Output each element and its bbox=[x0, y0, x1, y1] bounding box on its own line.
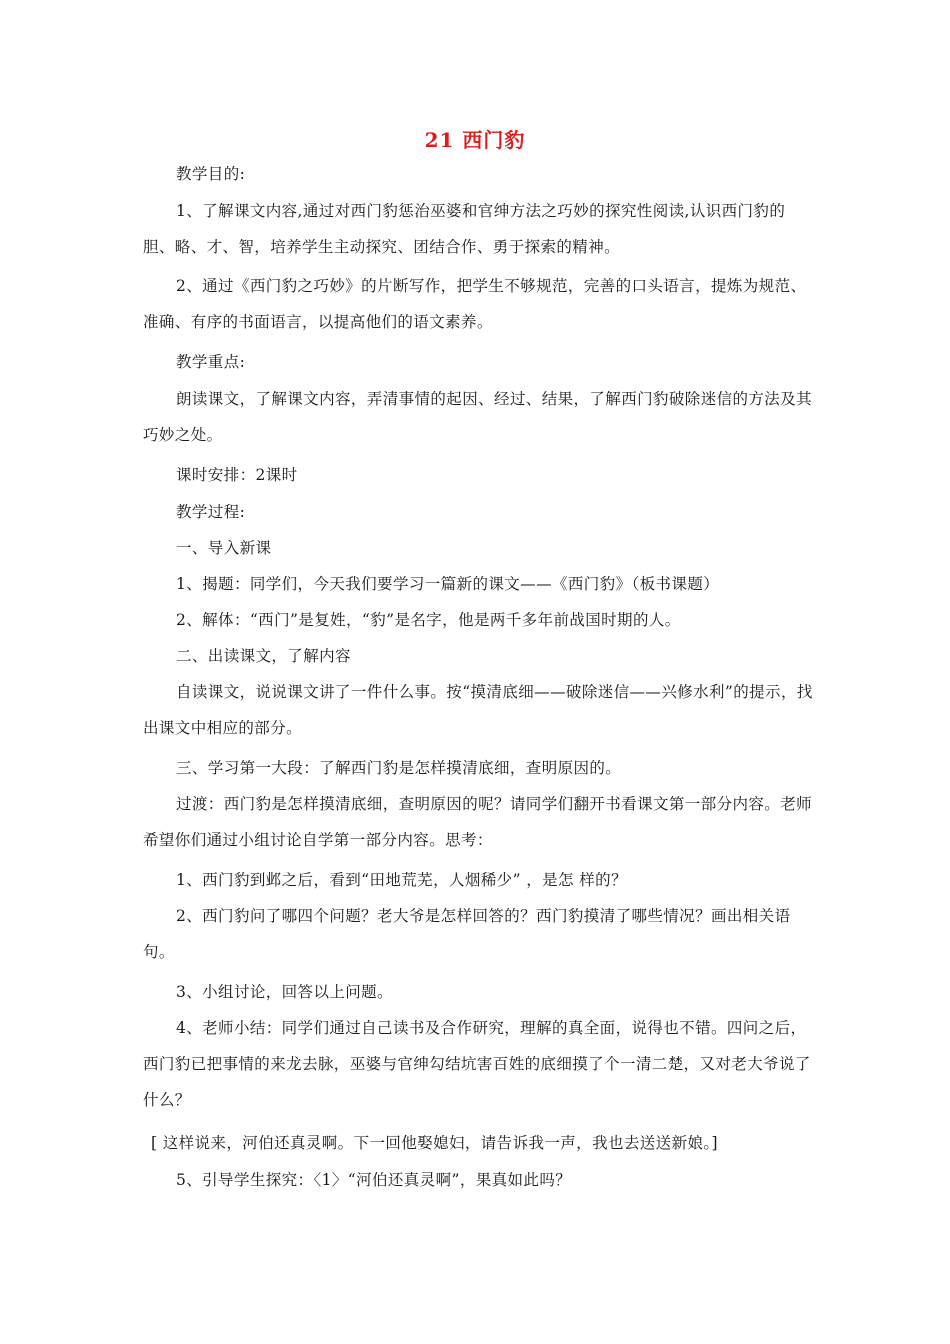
paragraph-guide: 5、引导学生探究：〈1〉“河伯还真灵啊”，果真如此吗？ bbox=[176, 1171, 572, 1189]
document-title: 21 西门豹 bbox=[424, 128, 526, 152]
paragraph-quote: [ 这样说来，河伯还真灵啊。下一回他娶媳妇，请告诉我一声，我也去送送新娘。] bbox=[151, 1134, 718, 1152]
heading-teaching-goals: 教学目的: bbox=[176, 165, 246, 183]
paragraph-schedule: 课时安排：2课时 bbox=[176, 466, 298, 484]
paragraph-focus: 朗读课文，了解课文内容，弄清事情的起因、经过、结果，了解西门豹破除迷信的方法及其巧妙之处。 bbox=[143, 390, 813, 444]
paragraph-goal-1: 1、了解课文内容,通过对西门豹惩治巫婆和官绅方法之巧妙的探究性阅读,认识西门豹的胆、略、才、智，培养学生主动探究、团结合作、勇于探索的精神。 bbox=[143, 202, 786, 256]
paragraph-summary: 4、老师小结：同学们通过自己读书及合作研究，理解的真全面，说得也不错。四问之后，西门豹已把事情的来龙去脉，巫婆与官绅勾结坑害百姓的底细摸了个一清二楚，又对老大爷说了什么？ bbox=[143, 1019, 811, 1109]
heading-teaching-process: 教学过程: bbox=[176, 503, 246, 521]
section-2-heading: 二、出读课文，了解内容 bbox=[176, 647, 351, 665]
paragraph-step-1: 1、揭题：同学们，今天我们要学习一篇新的课文——《西门豹》（板书课题） bbox=[176, 575, 720, 593]
question-2: 2、西门豹问了哪四个问题？老大爷是怎样回答的？西门豹摸清了哪些情况？画出相关语句。 bbox=[143, 907, 791, 961]
paragraph-transition: 过渡：西门豹是怎样摸清底细，查明原因的呢？请同学们翻开书看课文第一部分内容。老师希望你们通过小组讨论自学第一部分内容。思考： bbox=[143, 795, 813, 849]
paragraph-self-reading: 自读课文，说说课文讲了一件什么事。按“摸清底细——破除迷信——兴修水利”的提示，找出课文中相应的部分。 bbox=[143, 683, 813, 737]
question-3: 3、小组讨论，回答以上问题。 bbox=[176, 983, 393, 1001]
paragraph-goal-2: 2、通过《西门豹之巧妙》的片断写作，把学生不够规范，完善的口头语言，提炼为规范、准确、有序的书面语言，以提高他们的语文素养。 bbox=[143, 277, 807, 331]
paragraph-step-2: 2、解体：“西门”是复姓，“豹”是名字，他是两千多年前战国时期的人。 bbox=[176, 611, 681, 629]
section-3-heading: 三、学习第一大段：了解西门豹是怎样摸清底细，查明原因的。 bbox=[176, 759, 622, 777]
section-1-heading: 一、导入新课 bbox=[176, 539, 272, 557]
heading-teaching-focus: 教学重点: bbox=[176, 353, 246, 371]
question-1: 1、西门豹到邺之后，看到“田地荒芜，人烟稀少” ，是怎 样的？ bbox=[176, 871, 627, 889]
